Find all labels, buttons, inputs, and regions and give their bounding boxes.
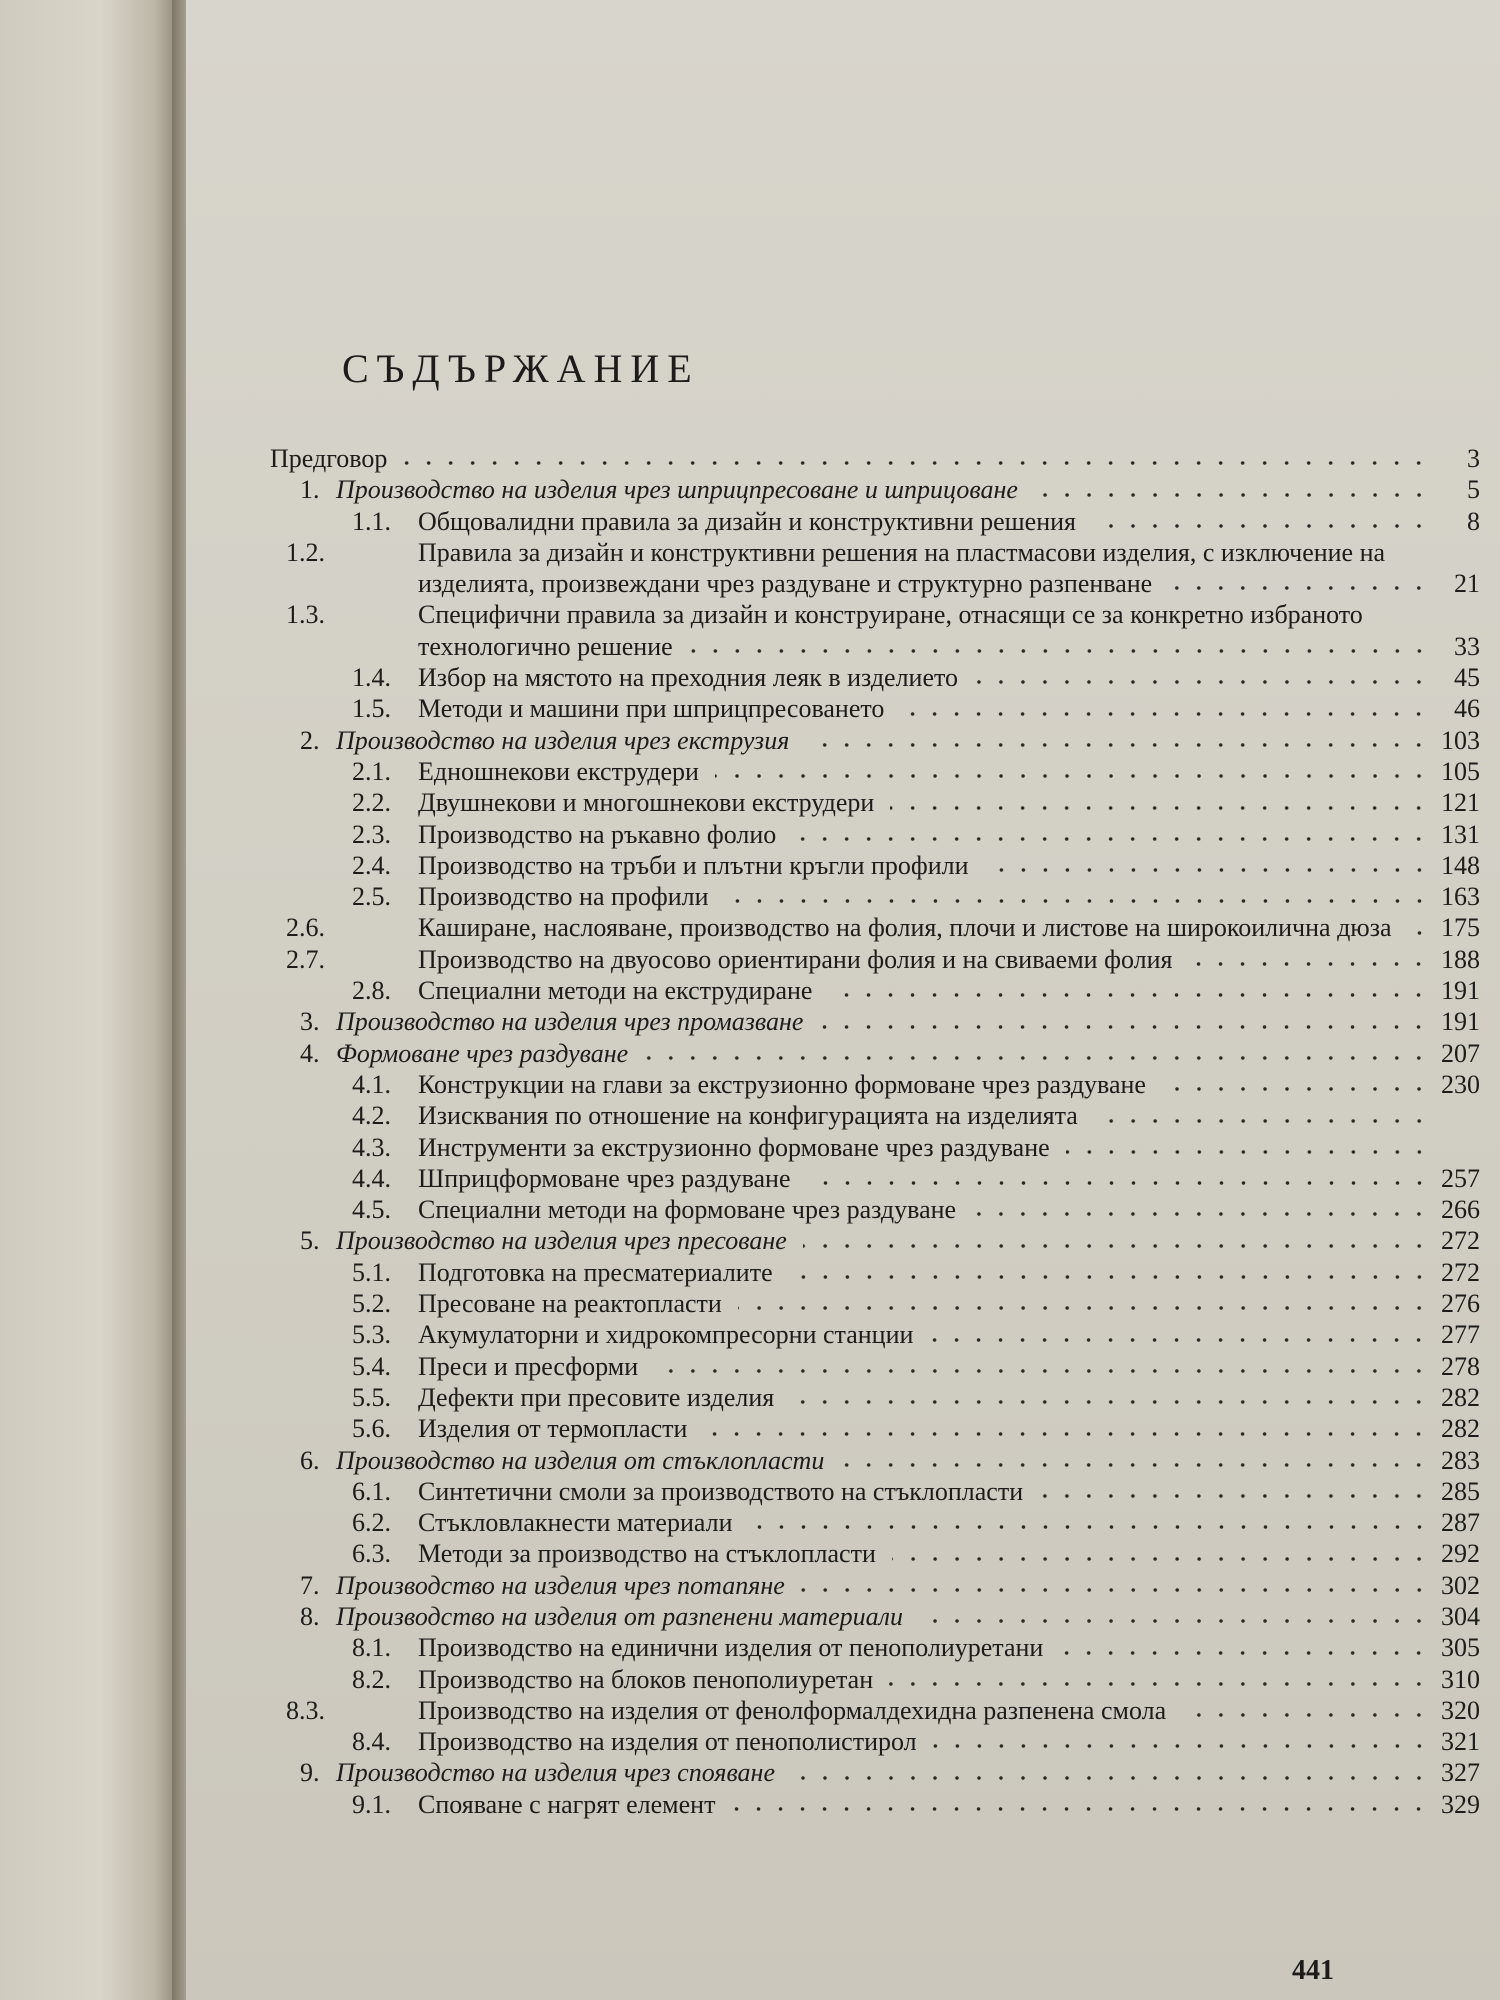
toc-page-number: 148	[1441, 850, 1480, 880]
dot-leader	[644, 1053, 1430, 1063]
toc-page-number: 230	[1441, 1069, 1480, 1099]
toc-entry-title: Дефекти при пресовите изделия	[418, 1382, 775, 1412]
toc-page-number: 278	[1441, 1351, 1480, 1381]
toc-entry-title: Производство на изделия чрез екструзия	[336, 725, 790, 755]
toc-entry-title: Специални методи на формоване чрез раздуване	[418, 1195, 957, 1225]
toc-entry-title: Специфични правила за дизайн и конструиране, отнасящи се за конкретно избраното технологично решение	[418, 600, 1363, 661]
toc-section	[270, 1695, 1480, 1726]
toc-page-number: 8	[1467, 506, 1480, 536]
toc-section	[270, 1351, 1480, 1382]
toc-entry-title: Инструменти за екструзионно формоване чрез раздуване	[418, 1132, 1050, 1162]
toc-section	[270, 1132, 1480, 1163]
dot-leader	[749, 1522, 1430, 1532]
toc-entry-title: Каширане, наслояване, производство на фолия, плочи и листове на широкоилична дюза	[418, 913, 1392, 943]
toc-chapter	[270, 1038, 1480, 1069]
toc-entry-title: Методи за производство на стъклопласти	[418, 1539, 876, 1569]
toc-page-number: 131	[1441, 819, 1480, 849]
toc-page-number: 266	[1441, 1195, 1480, 1225]
toc-entry-title: Стъкловлакнести материали	[418, 1508, 733, 1538]
toc-section	[270, 756, 1480, 787]
toc-entry-number: 2.4.	[352, 850, 391, 880]
toc-page-number: 302	[1441, 1570, 1480, 1600]
toc-section	[270, 1476, 1480, 1507]
toc-entry-title: Шприцформоване чрез раздуване	[418, 1163, 791, 1193]
toc-entry-title: Производство на изделия чрез промазване	[336, 1007, 804, 1037]
dot-leader	[1182, 1710, 1430, 1720]
dot-leader	[807, 1178, 1430, 1188]
toc-entry-title: Производство на изделия от пенополистирол	[418, 1727, 917, 1757]
toc-entry-number: 5.2.	[352, 1289, 391, 1319]
toc-entry-number: 2.	[300, 725, 320, 755]
toc-entry-title: Предговор	[270, 444, 388, 473]
toc-chapter	[270, 1225, 1480, 1256]
toc-entry-title: Производство на изделия от разпенени материали	[336, 1601, 903, 1631]
toc-page-number: 320	[1441, 1695, 1480, 1725]
toc-page-number: 188	[1441, 944, 1480, 974]
toc-section	[270, 944, 1480, 975]
toc-entry-title: Конструкции на глави за екструзионно формоване чрез раздуване	[418, 1069, 1146, 1099]
toc-section	[270, 1069, 1480, 1100]
toc-entry-title: Избор на мястото на преходния леяк в изделието	[418, 663, 959, 693]
toc-entry-title: Двушнекови и многошнекови екструдери	[418, 788, 875, 818]
toc-section	[270, 1726, 1480, 1757]
dot-leader	[1408, 928, 1430, 938]
toc-page-number: 45	[1454, 663, 1480, 693]
book-page	[186, 0, 1500, 2000]
dot-leader	[731, 1804, 1430, 1814]
toc-entry-number: 5.4.	[352, 1351, 391, 1381]
dot-leader	[1188, 959, 1430, 969]
toc-chapter	[270, 725, 1480, 756]
toc-section	[270, 537, 1480, 600]
toc-entry-number: 4.2.	[352, 1101, 391, 1131]
toc-entry-number: 2.7.	[286, 944, 325, 974]
toc-page-number: 191	[1441, 1007, 1480, 1037]
dot-leader	[985, 865, 1430, 875]
toc-section	[270, 1382, 1480, 1413]
table-of-contents	[270, 443, 1480, 1820]
toc-section	[270, 1632, 1480, 1663]
toc-page-number: 105	[1441, 756, 1480, 786]
dot-leader	[890, 803, 1430, 813]
toc-section	[270, 1257, 1480, 1288]
toc-page-number: 329	[1441, 1789, 1480, 1819]
dot-leader	[403, 458, 1430, 468]
toc-page-number: 272	[1441, 1257, 1480, 1287]
toc-page-number: 257	[1441, 1163, 1480, 1193]
toc-section	[270, 975, 1480, 1006]
toc-entry-title: Общовалидни правила за дизайн и конструктивни решения	[418, 506, 1076, 536]
toc-entry-title: Синтетични смоли за производството на стъклопласти	[418, 1476, 1024, 1506]
toc-chapter	[270, 1445, 1480, 1476]
toc-page-number: 285	[1441, 1476, 1480, 1506]
toc-entry-title: Изделия от термопласти	[418, 1414, 688, 1444]
toc-entry-title: Преси и пресформи	[418, 1351, 639, 1381]
toc-entry-title: Производство на единични изделия от пенополиуретани	[418, 1633, 1044, 1663]
toc-page-number: 21	[1454, 569, 1480, 599]
toc-entry-title: Производство на профили	[418, 882, 709, 912]
dot-leader	[792, 834, 1430, 844]
toc-entry-number: 8.1.	[352, 1633, 391, 1663]
dot-leader	[703, 1429, 1430, 1439]
toc-entry-title: Акумулаторни и хидрокомпресорни станции	[418, 1320, 914, 1350]
toc-page-number: 207	[1441, 1038, 1480, 1068]
toc-entry-title: Подготовка на пресматериалите	[418, 1257, 773, 1287]
dot-leader	[654, 1366, 1430, 1376]
toc-entry-number: 8.	[300, 1601, 320, 1631]
dot-leader	[1092, 521, 1430, 531]
toc-entry-title: Производство на блоков пенополиуретан	[418, 1664, 874, 1694]
toc-entry-number: 6.2.	[352, 1508, 391, 1538]
toc-section	[270, 1413, 1480, 1444]
toc-entry-title: Правила за дизайн и конструктивни решения на пластмасови изделия, с изключение на изделията, произвеждани чрез раздуване и структурно разпенване	[418, 537, 1386, 599]
toc-entry-title: Производство на изделия от фенолформалдехидна разпенена смола	[418, 1695, 1167, 1725]
dot-leader	[790, 1397, 1430, 1407]
toc-entry-number: 3.	[300, 1007, 320, 1037]
toc-entry-number: 5.5.	[352, 1382, 391, 1412]
toc-page-number: 304	[1441, 1601, 1480, 1631]
toc-page-number: 282	[1441, 1414, 1480, 1444]
toc-section	[270, 662, 1480, 693]
toc-section	[270, 599, 1480, 662]
dot-leader	[933, 1741, 1430, 1751]
dot-leader	[805, 740, 1430, 750]
dot-leader	[725, 896, 1430, 906]
toc-entry-title: Производство на двуосово ориентирани фолия и на свиваеми фолия	[418, 944, 1173, 974]
toc-section	[270, 1789, 1480, 1820]
toc-entry-number: 5.1.	[352, 1257, 391, 1287]
toc-chapter	[270, 1757, 1480, 1788]
toc-section	[270, 881, 1480, 912]
toc-section	[270, 819, 1480, 850]
toc-entry-title: Производство на изделия от стъклопласти	[336, 1445, 825, 1475]
toc-page-number: 283	[1441, 1445, 1480, 1475]
toc-entry-number: 1.3.	[286, 600, 325, 630]
toc-page-number: 5	[1467, 475, 1480, 505]
toc-page-number: 175	[1441, 913, 1480, 943]
toc-entry-number: 4.3.	[352, 1132, 391, 1162]
page-number: 441	[1292, 1955, 1334, 1986]
toc-entry-number: 5.6.	[352, 1414, 391, 1444]
toc-entry-number: 2.3.	[352, 819, 391, 849]
toc-entry-number: 6.	[300, 1445, 320, 1475]
toc-entry-title: Производство на ръкавно фолио	[418, 819, 777, 849]
toc-section	[270, 506, 1480, 537]
toc-entry-title: Производство на изделия чрез пресоване	[336, 1226, 787, 1256]
dot-leader	[819, 1022, 1430, 1032]
toc-entry-number: 2.2.	[352, 788, 391, 818]
toc-entry-number: 2.1.	[352, 756, 391, 786]
toc-entry-title: Формоване чрез раздуване	[336, 1038, 629, 1068]
toc-entry-title: Изисквания по отношение на конфигурацията на изделията	[418, 1101, 1078, 1131]
toc-page-number: 191	[1441, 976, 1480, 1006]
toc-entry-number: 4.4.	[352, 1163, 391, 1193]
toc-page-number: 121	[1441, 788, 1480, 818]
toc-page-number: 272	[1441, 1226, 1480, 1256]
toc-entry-number: 8.2.	[352, 1664, 391, 1694]
toc-entry-title: Производство на изделия чрез потапяне	[336, 1570, 785, 1600]
toc-page-number: 277	[1441, 1320, 1480, 1350]
dot-leader	[791, 1773, 1430, 1783]
toc-entry-number: 2.6.	[286, 913, 325, 943]
toc-page-number: 276	[1441, 1289, 1480, 1319]
toc-entry-number: 1.1.	[352, 506, 391, 536]
toc-page-number: 327	[1441, 1758, 1480, 1788]
toc-section	[270, 912, 1480, 943]
dot-leader	[738, 1303, 1430, 1313]
toc-chapter	[270, 474, 1480, 505]
toc-chapter	[270, 1570, 1480, 1601]
toc-chapter	[270, 1006, 1480, 1037]
toc-entry-number: 1.5.	[352, 694, 391, 724]
dot-leader	[1162, 1084, 1430, 1094]
dot-leader	[972, 1209, 1430, 1219]
dot-leader	[1039, 1491, 1430, 1501]
dot-leader	[1066, 1147, 1430, 1157]
toc-entry-number: 5.	[300, 1226, 320, 1256]
toc-entry-title: Производство на изделия чрез шприцпресоване и шприцоване	[336, 475, 1018, 505]
toc-entry-number: 9.	[300, 1758, 320, 1788]
toc-entry-number: 2.5.	[352, 882, 391, 912]
dot-leader	[715, 771, 1430, 781]
toc-page-number: 163	[1441, 882, 1480, 912]
toc-entry-preface	[270, 443, 1480, 474]
toc-entry-number: 8.4.	[352, 1727, 391, 1757]
toc-entry-number: 5.3.	[352, 1320, 391, 1350]
dot-leader	[889, 1679, 1430, 1689]
toc-entry-number: 1.	[300, 475, 320, 505]
toc-page-number: 321	[1441, 1727, 1480, 1757]
toc-entry-number: 9.1.	[352, 1789, 391, 1819]
dot-leader	[1168, 583, 1430, 593]
toc-entry-number: 1.2.	[286, 537, 325, 567]
toc-page-number: 310	[1441, 1664, 1480, 1694]
toc-page-number: 287	[1441, 1508, 1480, 1538]
toc-section	[270, 1100, 1480, 1131]
toc-entry-number: 2.8.	[352, 976, 391, 1006]
toc-section	[270, 1538, 1480, 1569]
dot-leader	[789, 1272, 1430, 1282]
toc-entry-number: 4.	[300, 1038, 320, 1068]
toc-entry-number: 4.5.	[352, 1195, 391, 1225]
toc-section	[270, 850, 1480, 881]
toc-entry-title: Спояване с нагрят елемент	[418, 1789, 716, 1819]
dot-leader	[900, 709, 1430, 719]
toc-section	[270, 1194, 1480, 1225]
toc-entry-title: Производство на изделия чрез спояване	[336, 1758, 775, 1788]
dot-leader	[892, 1554, 1430, 1564]
toc-section	[270, 787, 1480, 818]
dot-leader	[801, 1585, 1430, 1595]
dot-leader	[840, 1460, 1430, 1470]
toc-entry-title: Методи и машини при шприцпресоването	[418, 694, 885, 724]
toc-section	[270, 1319, 1480, 1350]
toc-page-number: 33	[1454, 631, 1480, 661]
dot-leader	[929, 1335, 1430, 1345]
toc-entry-title: Пресоване на реактопласти	[418, 1289, 722, 1319]
toc-entry-title: Специални методи на екструдиране	[418, 976, 813, 1006]
toc-section	[270, 1664, 1480, 1695]
toc-page-number: 292	[1441, 1539, 1480, 1569]
page-title: СЪДЪРЖАНИЕ	[342, 346, 700, 391]
toc-section	[270, 1507, 1480, 1538]
dot-leader	[689, 646, 1430, 656]
toc-page-number: 282	[1441, 1382, 1480, 1412]
toc-page-number: 46	[1454, 694, 1480, 724]
dot-leader	[1034, 490, 1430, 500]
toc-entry-number: 7.	[300, 1570, 320, 1600]
dot-leader	[1094, 1116, 1430, 1126]
toc-page-number: 103	[1441, 725, 1480, 755]
dot-leader	[1059, 1648, 1430, 1658]
toc-entry-number: 6.3.	[352, 1539, 391, 1569]
toc-entry-title: Производство на тръби и плътни кръгли профили	[418, 850, 969, 880]
toc-page-number: 305	[1441, 1633, 1480, 1663]
toc-entry-number: 6.1.	[352, 1476, 391, 1506]
toc-section	[270, 1288, 1480, 1319]
toc-page-number: 3	[1467, 444, 1480, 473]
dot-leader	[803, 1241, 1430, 1251]
toc-entry-number: 8.3.	[286, 1695, 325, 1725]
toc-entry-title: Едношнекови екструдери	[418, 756, 699, 786]
toc-entry-number: 1.4.	[352, 663, 391, 693]
toc-entry-number: 4.1.	[352, 1069, 391, 1099]
dot-leader	[828, 990, 1430, 1000]
dot-leader	[974, 677, 1430, 687]
toc-section	[270, 693, 1480, 724]
dot-leader	[919, 1616, 1430, 1626]
left-page-edge	[0, 0, 182, 2000]
toc-section	[270, 1163, 1480, 1194]
toc-chapter	[270, 1601, 1480, 1632]
